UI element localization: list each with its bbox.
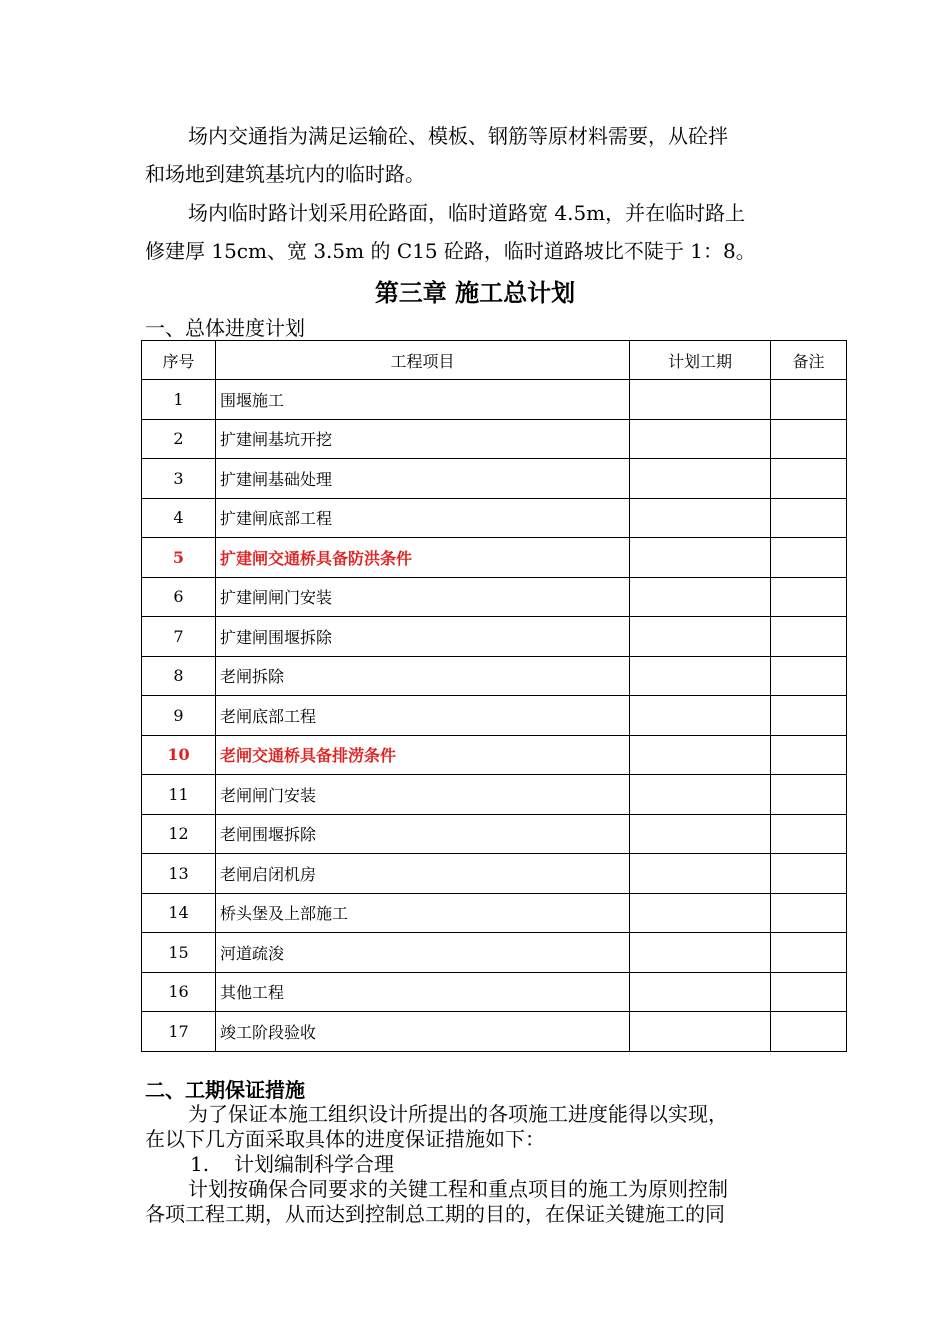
row-number: 1: [142, 380, 216, 420]
row-item: 桥头堡及上部施工: [216, 893, 630, 933]
row-period: [630, 775, 771, 815]
table-row: [142, 459, 847, 499]
row-note: [771, 1012, 847, 1052]
row-period: [630, 933, 771, 973]
intro-paragraph-2-line-2: 修建厚 15cm、宽 3.5m 的 C15 砼路，临时道路坡比不陡于 1：8。: [145, 239, 756, 263]
row-item: 扩建闸基础处理: [216, 459, 630, 499]
intro-paragraph-1-line-1: 场内交通指为满足运输砼、模板、钢筋等原材料需要，从砼拌: [188, 124, 728, 148]
row-note: [771, 656, 847, 696]
row-note: [771, 577, 847, 617]
table-row: [142, 1012, 847, 1052]
row-number: 5: [142, 538, 216, 578]
intro-paragraph-1-line-2: 和场地到建筑基坑内的临时路。: [145, 162, 425, 186]
row-period: [630, 656, 771, 696]
row-note: [771, 538, 847, 578]
section-2-paragraph-2-line-1: 计划按确保合同要求的关键工程和重点项目的施工为原则控制: [188, 1177, 728, 1201]
table-row: [142, 656, 847, 696]
row-note: [771, 419, 847, 459]
row-note: [771, 775, 847, 815]
row-number: 4: [142, 498, 216, 538]
row-number: 16: [142, 972, 216, 1012]
row-period: [630, 577, 771, 617]
row-number: 12: [142, 814, 216, 854]
row-note: [771, 972, 847, 1012]
row-item: 围堰施工: [216, 380, 630, 420]
header-period: 计划工期: [630, 341, 771, 380]
row-item: 扩建闸底部工程: [216, 498, 630, 538]
row-number: 8: [142, 656, 216, 696]
table-row: [142, 972, 847, 1012]
row-number: 15: [142, 933, 216, 973]
row-note: [771, 893, 847, 933]
row-period: [630, 814, 771, 854]
row-note: [771, 617, 847, 657]
row-period: [630, 696, 771, 736]
list-item-1-title: 计划编制科学合理: [234, 1152, 394, 1176]
row-note: [771, 459, 847, 499]
table-row: [142, 933, 847, 973]
row-item: 扩建闸围堰拆除: [216, 617, 630, 657]
row-period: [630, 380, 771, 420]
row-period: [630, 617, 771, 657]
header-number: 序号: [142, 341, 216, 380]
row-item: 老闸围堰拆除: [216, 814, 630, 854]
row-period: [630, 498, 771, 538]
row-item: 竣工阶段验收: [216, 1012, 630, 1052]
row-period: [630, 972, 771, 1012]
table-row-highlighted: [142, 735, 847, 775]
row-note: [771, 933, 847, 973]
section-1-title: 一、总体进度计划: [145, 316, 305, 340]
table-row: [142, 617, 847, 657]
row-period: [630, 735, 771, 775]
row-item: 扩建闸交通桥具备防洪条件: [216, 538, 630, 578]
row-number: 6: [142, 577, 216, 617]
row-note: [771, 814, 847, 854]
table-row: [142, 854, 847, 894]
row-item: 老闸启闭机房: [216, 854, 630, 894]
section-2-paragraph-1-line-2: 在以下几方面采取具体的进度保证措施如下：: [145, 1127, 545, 1151]
table-row: [142, 380, 847, 420]
list-item-1-number: 1.: [190, 1152, 210, 1176]
table-header-row: [142, 341, 847, 380]
row-number: 2: [142, 419, 216, 459]
row-item: 老闸闸门安装: [216, 775, 630, 815]
section-2-paragraph-1-line-1: 为了保证本施工组织设计所提出的各项施工进度能得以实现，: [188, 1102, 728, 1126]
row-number: 7: [142, 617, 216, 657]
table-row: [142, 775, 847, 815]
row-period: [630, 419, 771, 459]
schedule-table: [141, 340, 847, 1052]
row-number: 17: [142, 1012, 216, 1052]
row-note: [771, 735, 847, 775]
row-number: 3: [142, 459, 216, 499]
intro-paragraph-2-line-1: 场内临时路计划采用砼路面，临时道路宽 4.5m，并在临时路上: [188, 201, 746, 225]
row-period: [630, 538, 771, 578]
section-2-paragraph-2-line-2: 各项工程工期，从而达到控制总工期的目的，在保证关键施工的同: [145, 1202, 725, 1226]
table-row: [142, 577, 847, 617]
table-row: [142, 893, 847, 933]
row-note: [771, 696, 847, 736]
row-number: 10: [142, 735, 216, 775]
row-item: 扩建闸闸门安装: [216, 577, 630, 617]
row-item: 老闸拆除: [216, 656, 630, 696]
row-item: 老闸底部工程: [216, 696, 630, 736]
row-note: [771, 380, 847, 420]
row-item: 扩建闸基坑开挖: [216, 419, 630, 459]
row-number: 14: [142, 893, 216, 933]
table-row: [142, 419, 847, 459]
header-item: 工程项目: [216, 341, 630, 380]
table-row: [142, 814, 847, 854]
header-note: 备注: [771, 341, 847, 380]
row-note: [771, 854, 847, 894]
row-note: [771, 498, 847, 538]
section-2-title: 二、工期保证措施: [145, 1078, 305, 1102]
row-number: 9: [142, 696, 216, 736]
row-number: 13: [142, 854, 216, 894]
row-item: 河道疏浚: [216, 933, 630, 973]
row-number: 11: [142, 775, 216, 815]
row-period: [630, 1012, 771, 1052]
row-period: [630, 893, 771, 933]
table-row: [142, 498, 847, 538]
chapter-title: 第三章 施工总计划: [374, 279, 576, 307]
row-item: 老闸交通桥具备排涝条件: [216, 735, 630, 775]
row-period: [630, 854, 771, 894]
row-item: 其他工程: [216, 972, 630, 1012]
table-row-highlighted: [142, 538, 847, 578]
table-row: [142, 696, 847, 736]
row-period: [630, 459, 771, 499]
